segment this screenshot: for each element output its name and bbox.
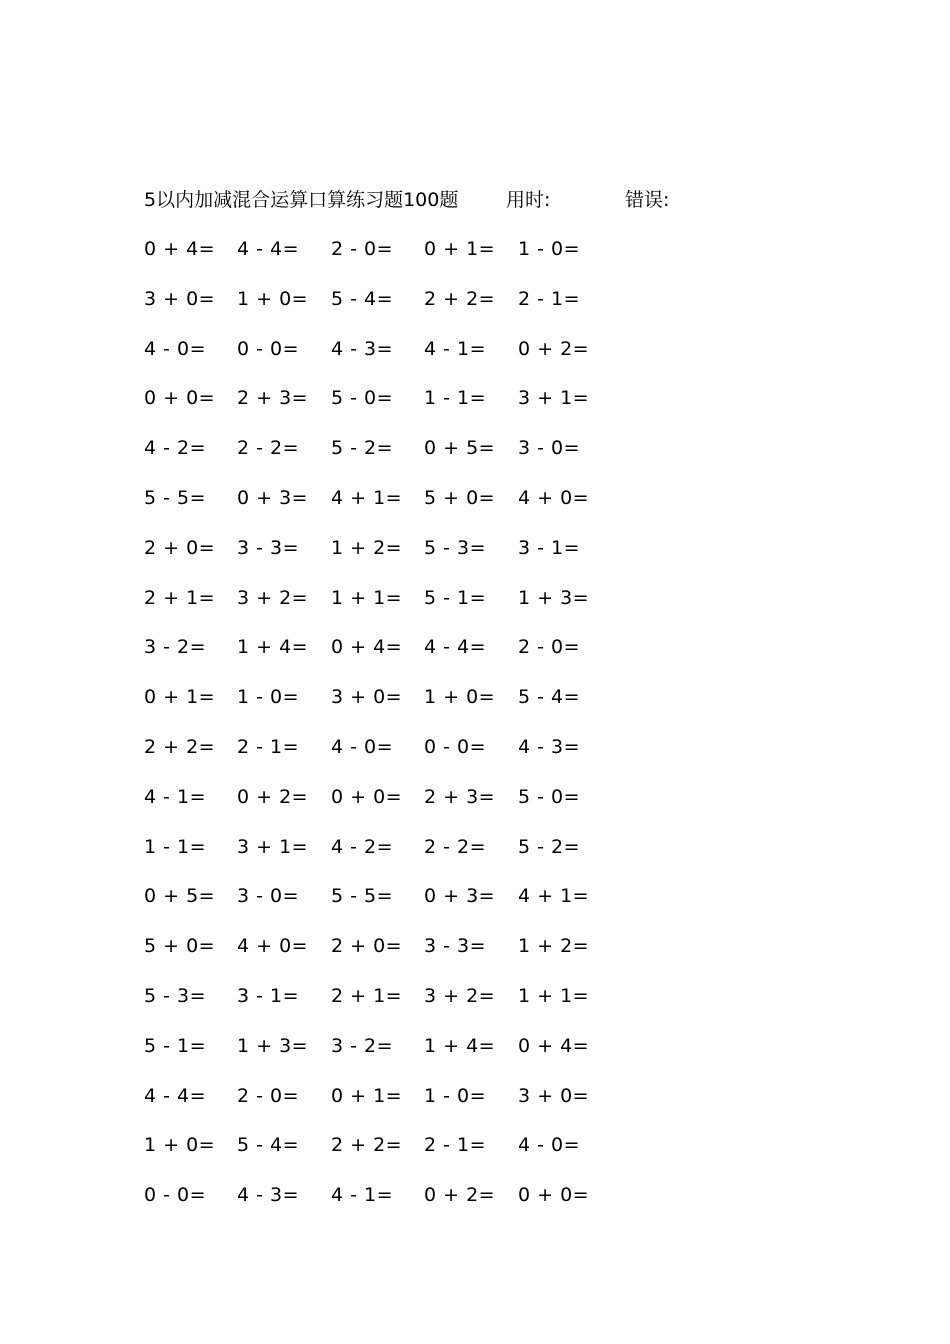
arithmetic-problem: 5 - 3=: [424, 536, 487, 559]
arithmetic-problem: 0 + 0=: [144, 387, 216, 410]
arithmetic-problem: 2 + 1=: [144, 586, 216, 609]
arithmetic-problem: 4 - 3=: [518, 735, 581, 758]
arithmetic-problem: 1 + 1=: [518, 984, 590, 1007]
problem-row: [144, 882, 624, 932]
problem-row: [144, 833, 624, 883]
arithmetic-problem: 3 - 1=: [237, 984, 300, 1007]
arithmetic-problem: 1 + 0=: [424, 686, 496, 709]
arithmetic-problem: 3 - 1=: [518, 536, 581, 559]
arithmetic-problem: 2 - 0=: [237, 1084, 300, 1107]
problem-row: [144, 335, 624, 385]
problem-row: [144, 434, 624, 484]
arithmetic-problem: 4 - 4=: [144, 1084, 207, 1107]
arithmetic-problem: 4 + 0=: [518, 486, 590, 509]
arithmetic-problem: 2 + 1=: [331, 984, 403, 1007]
arithmetic-problem: 4 + 1=: [331, 486, 403, 509]
arithmetic-problem: 0 + 1=: [424, 238, 496, 260]
arithmetic-problem: 4 - 0=: [518, 1134, 581, 1157]
problem-row: [144, 235, 624, 285]
arithmetic-problem: 5 + 0=: [144, 935, 216, 958]
arithmetic-problem: 0 + 4=: [518, 1034, 590, 1057]
arithmetic-problem: 1 - 1=: [144, 835, 207, 858]
arithmetic-problem: 4 - 2=: [331, 835, 394, 858]
arithmetic-problem: 4 + 0=: [237, 935, 309, 958]
arithmetic-problem: 0 + 1=: [144, 686, 216, 709]
arithmetic-problem: 4 - 0=: [144, 337, 207, 360]
arithmetic-problem: 3 + 2=: [237, 586, 309, 609]
worksheet-title: 5以内加减混合运算口算练习题100题: [144, 189, 459, 211]
arithmetic-problem: 4 - 1=: [331, 1184, 394, 1207]
arithmetic-problem: 0 - 0=: [424, 735, 487, 758]
arithmetic-problem: 5 - 4=: [237, 1134, 300, 1157]
arithmetic-problem: 2 - 0=: [518, 636, 581, 659]
arithmetic-problem: 1 + 3=: [518, 586, 590, 609]
problem-row: [144, 982, 624, 1032]
problem-row: [144, 633, 624, 683]
arithmetic-problem: 5 - 0=: [331, 387, 394, 410]
arithmetic-problem: 0 + 0=: [518, 1184, 590, 1207]
problem-row: [144, 584, 624, 634]
arithmetic-problem: 1 - 0=: [424, 1084, 487, 1107]
arithmetic-problem: 0 + 2=: [518, 337, 590, 360]
arithmetic-problem: 2 + 2=: [424, 287, 496, 310]
arithmetic-problem: 3 + 0=: [331, 686, 403, 709]
problem-row: [144, 1181, 624, 1231]
arithmetic-problem: 1 + 2=: [331, 536, 403, 559]
problem-grid: [144, 235, 624, 1231]
arithmetic-problem: 2 + 0=: [144, 536, 216, 559]
arithmetic-problem: 4 - 4=: [237, 238, 300, 260]
arithmetic-problem: 0 + 0=: [331, 785, 403, 808]
arithmetic-problem: 5 - 3=: [144, 984, 207, 1007]
problem-row: [144, 484, 624, 534]
arithmetic-problem: 4 - 3=: [237, 1184, 300, 1207]
arithmetic-problem: 5 + 0=: [424, 486, 496, 509]
errors-label: 错误:: [625, 189, 670, 211]
arithmetic-problem: 4 - 1=: [424, 337, 487, 360]
arithmetic-problem: 5 - 5=: [331, 885, 394, 908]
arithmetic-problem: 3 - 2=: [331, 1034, 394, 1057]
arithmetic-problem: 1 + 3=: [237, 1034, 309, 1057]
arithmetic-problem: 3 + 1=: [518, 387, 590, 410]
arithmetic-problem: 3 - 2=: [144, 636, 207, 659]
arithmetic-problem: 1 + 2=: [518, 935, 590, 958]
arithmetic-problem: 4 + 1=: [518, 885, 590, 908]
arithmetic-problem: 3 - 0=: [237, 885, 300, 908]
arithmetic-problem: 2 + 2=: [144, 735, 216, 758]
arithmetic-problem: 2 - 2=: [424, 835, 487, 858]
arithmetic-problem: 3 + 0=: [518, 1084, 590, 1107]
arithmetic-problem: 3 - 0=: [518, 437, 581, 460]
arithmetic-problem: 3 + 1=: [237, 835, 309, 858]
arithmetic-problem: 1 + 0=: [144, 1134, 216, 1157]
arithmetic-problem: 2 - 1=: [518, 287, 581, 310]
arithmetic-problem: 5 - 1=: [144, 1034, 207, 1057]
arithmetic-problem: 0 - 0=: [144, 1184, 207, 1207]
arithmetic-problem: 4 - 3=: [331, 337, 394, 360]
arithmetic-problem: 5 - 5=: [144, 486, 207, 509]
time-used-label: 用时:: [506, 189, 551, 211]
problem-row: [144, 932, 624, 982]
problem-row: [144, 1082, 624, 1132]
problem-row: [144, 534, 624, 584]
arithmetic-problem: 2 + 3=: [237, 387, 309, 410]
arithmetic-problem: 4 - 1=: [144, 785, 207, 808]
problem-row: [144, 1032, 624, 1082]
problem-row: [144, 1131, 624, 1181]
arithmetic-problem: 0 - 0=: [237, 337, 300, 360]
problem-row: [144, 783, 624, 833]
arithmetic-problem: 2 + 3=: [424, 785, 496, 808]
arithmetic-problem: 5 - 4=: [518, 686, 581, 709]
problem-row: [144, 733, 624, 783]
arithmetic-problem: 1 - 1=: [424, 387, 487, 410]
arithmetic-problem: 0 + 5=: [144, 885, 216, 908]
arithmetic-problem: 1 + 4=: [424, 1034, 496, 1057]
problem-row: [144, 384, 624, 434]
arithmetic-problem: 5 - 2=: [331, 437, 394, 460]
arithmetic-problem: 5 - 1=: [424, 586, 487, 609]
arithmetic-problem: 5 - 2=: [518, 835, 581, 858]
arithmetic-problem: 3 - 3=: [424, 935, 487, 958]
arithmetic-problem: 0 + 3=: [237, 486, 309, 509]
arithmetic-problem: 1 + 1=: [331, 586, 403, 609]
arithmetic-problem: 2 - 0=: [331, 238, 394, 260]
arithmetic-problem: 4 - 4=: [424, 636, 487, 659]
arithmetic-problem: 2 + 2=: [331, 1134, 403, 1157]
arithmetic-problem: 2 - 2=: [237, 437, 300, 460]
arithmetic-problem: 5 - 0=: [518, 785, 581, 808]
arithmetic-problem: 2 + 0=: [331, 935, 403, 958]
problem-row: [144, 683, 624, 733]
arithmetic-problem: 0 + 2=: [424, 1184, 496, 1207]
arithmetic-problem: 1 - 0=: [518, 238, 581, 260]
arithmetic-problem: 4 - 0=: [331, 735, 394, 758]
arithmetic-problem: 3 - 3=: [237, 536, 300, 559]
arithmetic-problem: 0 + 4=: [331, 636, 403, 659]
arithmetic-problem: 0 + 4=: [144, 238, 216, 260]
arithmetic-problem: 0 + 1=: [331, 1084, 403, 1107]
arithmetic-problem: 3 + 2=: [424, 984, 496, 1007]
arithmetic-problem: 1 - 0=: [237, 686, 300, 709]
arithmetic-problem: 1 + 4=: [237, 636, 309, 659]
arithmetic-problem: 5 - 4=: [331, 287, 394, 310]
arithmetic-problem: 0 + 3=: [424, 885, 496, 908]
arithmetic-problem: 2 - 1=: [237, 735, 300, 758]
arithmetic-problem: 4 - 2=: [144, 437, 207, 460]
arithmetic-problem: 3 + 0=: [144, 287, 216, 310]
arithmetic-problem: 1 + 0=: [237, 287, 309, 310]
arithmetic-problem: 0 + 5=: [424, 437, 496, 460]
arithmetic-problem: 0 + 2=: [237, 785, 309, 808]
problem-row: [144, 285, 624, 335]
arithmetic-problem: 2 - 1=: [424, 1134, 487, 1157]
